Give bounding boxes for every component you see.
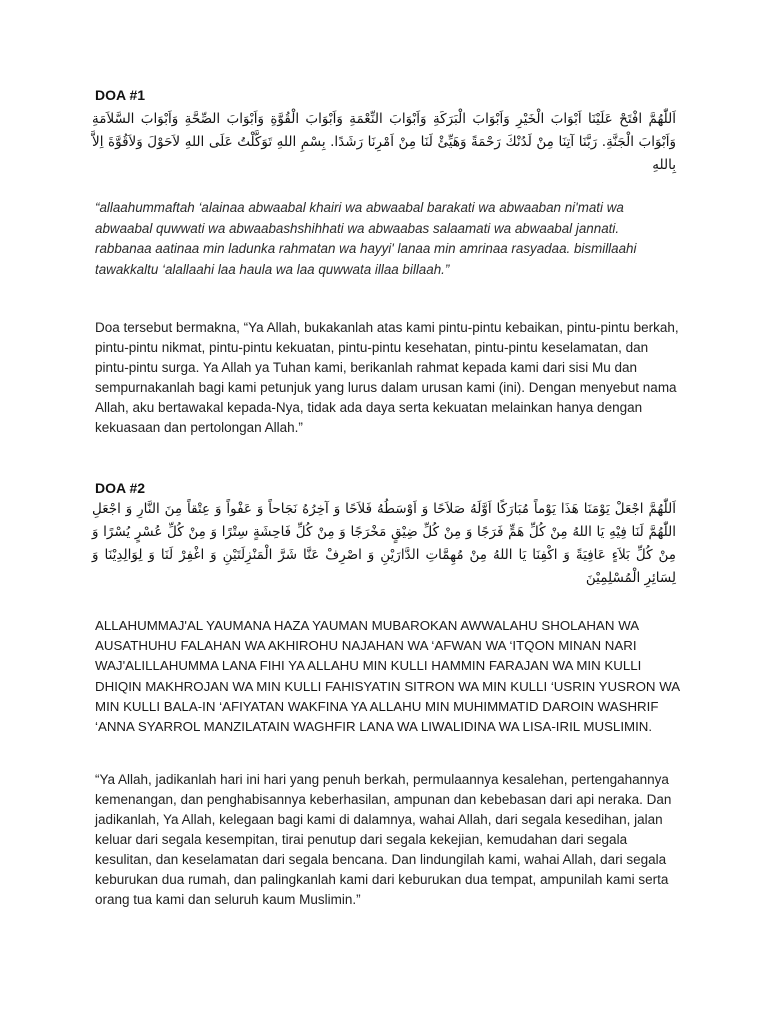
doa-2-arabic-text: اَللّٰهُمَّ اجْعَلْ يَوْمَنَا هَذَا يَوْماً مُبَارَكًا اَوَّلَهُ صَلاَحًا وَ اَوْسَطُهُ فَلاَحًا وَ آخِرُهُ نَجَاحاً وَ عَفْواً وَ عِتْقاً مِنَ النَّارِ وَ اجْعَلِ اللّٰهُمَّ لَنَا فِيْهِ يَا اللهُ مِنْ كُلِّ هَمٍّ فَرَجًا وَ مِنْ كُلِّ ضِيْقٍ مَخْرَجًا وَ مِنْ كُلِّ فَاحِشَةٍ سِتْرًا وَ مِنْ كُلِّ عُسْرٍ يُسْرًا وَ مِنْ كُلِّ بَلاَءٍ عَافِيَةً وَ اكْفِنَا يَا اللهُ مِنْ مُهِمَّاتِ الدَّارَيْنِ وَ اصْرِفْ عَنَّا شَرَّ الْمَنْزِلَتَيْنِ وَ اغْفِرْ لَنَا وَ لِوَالِدِيْنَا وَ لِسَائِرِ الْمُسْلِمِيْنَ [92,501,676,586]
doa-1-transliteration: “allaahummaftah ‘alainaa abwaabal khairi wa abwaabal barakati wa abwaaban ni'mati wa abwaabal quwwati wa abwaabashshihhati wa abwaabas salaamati wa abwaabal jannati. rabbanaa aatinaa min ladunka rahmatan wa hayyi' lanaa min amrinaa rasyadaa. bismillaahi tawakkaltu ‘alallaahi laa haula wa laa quwwata illaa billaah.” [95,200,637,277]
doa-1-arabic-text: اَللّٰهُمَّ افْتَحْ عَلَيْنَا اَبْوَابَ الْخَيْرِ وَاَبْوَابَ الْبَرَكَةِ وَاَبْوَابَ النِّعْمَةِ وَاَبْوَابَ الْقُوَّةِ وَاَبْوَابَ الصِّحَّةِ وَاَبْوَابَ السَّلاَمَةِ وَاَبْوَابَ الْجَنَّةِ. رَبَّنَا آتِنَا مِنْ لَدُنْكَ رَحْمَةً وَهَيِّئْ لَنَا مِنْ اَمْرِنَا رَشَدًا. بِسْمِ اللهِ تَوَكَّلْتُ عَلَى اللهِ لاَحَوْلَ وَلاَقُوَّةَ اِلاَّ بِاللهِ [92,111,676,173]
doa-1-heading: DOA #1 [95,87,146,103]
doa-2-latin-transliteration: ALLAHUMMAJ'AL YAUMANA HAZA YAUMAN MUBAROKAN AWWALAHU SHOLAHAN WA AUSATHUHU FALAHAN WA AKHIROHU NAJAHAN WA ‘AFWAN WA ‘ITQON MINAN NARI WAJ'ALILLAHUMMA LANA FIHI YA ALLAHU MIN KULLI HAMMIN FARAJAN WA MIN KULLI DHIQIN MAKHROJAN WA MIN KULLI FAHISYATIN SITRON WA MIN KULLI ‘USRIN YUSRON WA MIN KULLI BALA-IN ‘AFIYATAN WAKFINA YA ALLAHU MIN MUHIMMATID DAROIN WASHRIF ‘ANNA SYARROL MANZILATAIN WAGHFIR LANA WA LIWALIDINA WA LISA-IRIL MUSLIMIN. [95,618,680,735]
doa-2-heading: DOA #2 [95,480,146,496]
doa-2-meaning: “Ya Allah, jadikanlah hari ini hari yang penuh berkah, permulaannya kesalehan, pertengahannya kemenangan, dan penghabisannya keberhasilan, ampunan dan kebebasan dari api neraka. Dan jadikanlah, Ya Allah, kelegaan bagi kami di dalamnya, wahai Allah, dari segala kesedihan, jalan keluar dari segala kesempitan, tirai penutup dari segala kekejian, kemudahan dari segala kesulitan, dan keselamatan dari segala bencana. Dan lindungilah kami, wahai Allah, dari segala keburukan dua rumah, dan palingkanlah kami dari keburukan dua tempat, ampunilah kami serta orang tua kami dan seluruh kaum Muslimin.” [95,772,672,907]
doa-1-meaning: Doa tersebut bermakna, “Ya Allah, bukakanlah atas kami pintu-pintu kebaikan, pintu-pintu berkah, pintu-pintu nikmat, pintu-pintu kekuatan, pintu-pintu kesehatan, pintu-pintu keselamatan, dan pintu-pintu surga. Ya Allah ya Tuhan kami, berikanlah rahmat kepada kami dari sisi Mu dan sempurnakanlah bagi kami petunjuk yang lurus dalam urusan kami (ini). Dengan menyebut nama Allah, aku bertawakal kepada-Nya, tidak ada daya serta kekuatan melainkan hanya dengan kekuasaan dan pertolongan Allah.” [95,320,679,435]
